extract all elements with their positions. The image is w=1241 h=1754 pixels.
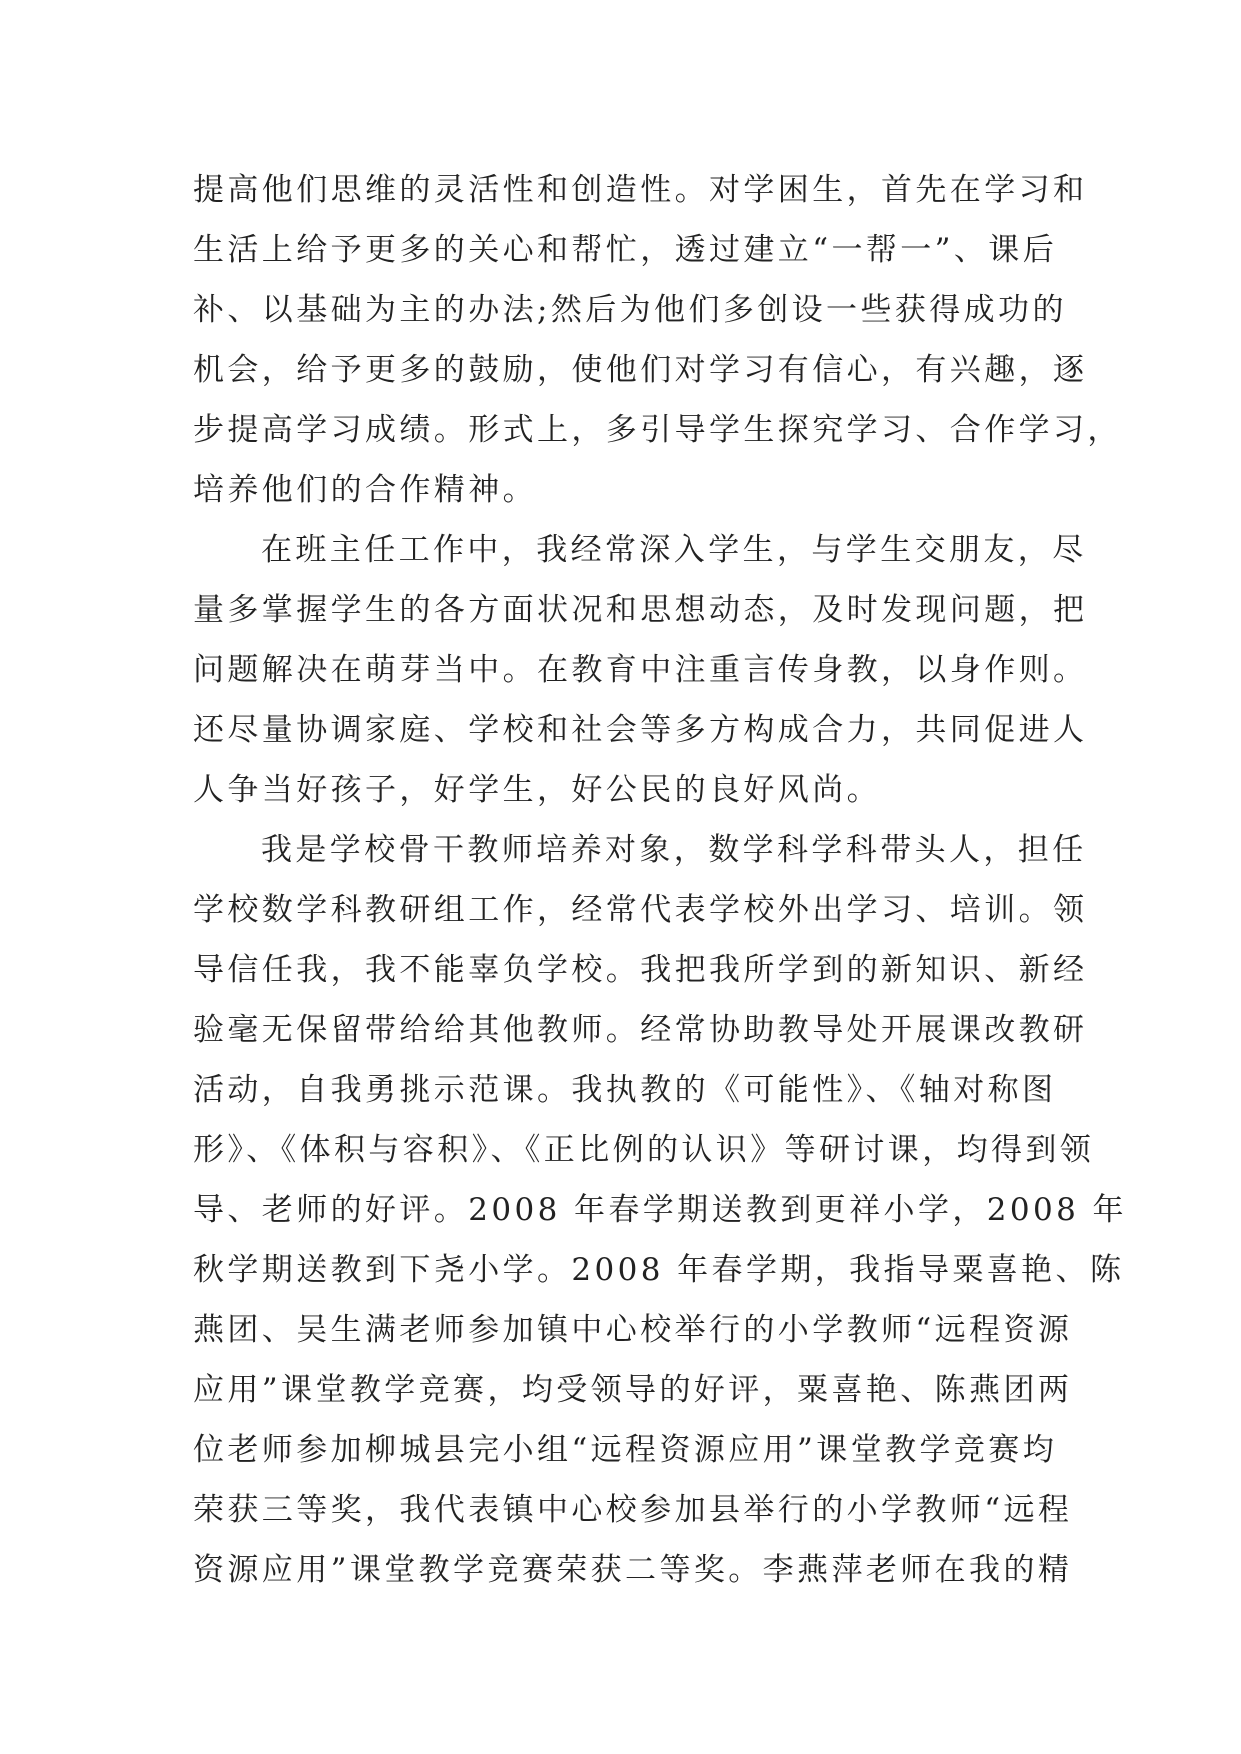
paragraph-2 [193,520,1088,820]
paragraph-3 [193,820,1127,1600]
text-line: 生活上给予更多的关心和帮忙，透过建立“一帮一”、课后 [193,232,1058,268]
text-line: 应用”课堂教学竞赛，均受领导的好评，粟喜艳、陈燕团两 [193,1372,1073,1408]
text-line: 资源应用”课堂教学竞赛荣获二等奖。李燕萍老师在我的精 [193,1552,1073,1588]
text-line: 培养他们的合作精神。 [193,472,537,508]
text-line: 在班主任工作中，我经常深入学生，与学生交朋友，尽 [261,532,1087,568]
text-line: 导信任我，我不能辜负学校。我把我所学到的新知识、新经 [193,952,1088,988]
text-line: 人争当好孩子，好学生，好公民的良好风尚。 [193,772,881,808]
text-line: 量多掌握学生的各方面状况和思想动态，及时发现问题，把 [193,592,1088,628]
text-line: 燕团、吴生满老师参加镇中心校举行的小学教师“远程资源 [193,1312,1073,1348]
paragraph-1 [193,160,1122,520]
text-line: 机会，给予更多的鼓励，使他们对学习有信心，有兴趣，逐 [193,352,1088,388]
text-line: 我是学校骨干教师培养对象，数学科学科带头人，担任 [261,832,1087,868]
text-line: 活动，自我勇挑示范课。我执教的《可能性》、《轴对称图 [193,1072,1057,1108]
text-line: 验毫无保留带给给其他教师。经常协助教导处开展课改教研 [193,1012,1088,1048]
text-line: 秋学期送教到下尧小学。2008 年春学期，我指导粟喜艳、陈 [193,1252,1125,1288]
text-line: 步提高学习成绩。形式上，多引导学生探究学习、合作学习， [193,412,1122,448]
body-text [193,160,1127,1600]
text-line: 还尽量协调家庭、学校和社会等多方构成合力，共同促进人 [193,712,1088,748]
text-line: 形》、《体积与容积》、《正比例的认识》等研讨课，均得到领 [193,1132,1095,1168]
text-line: 问题解决在萌芽当中。在教育中注重言传身教，以身作则。 [193,652,1088,688]
text-line: 导、老师的好评。2008 年春学期送教到更祥小学，2008 年 [193,1192,1127,1228]
text-line: 学校数学科教研组工作，经常代表学校外出学习、培训。领 [193,892,1088,928]
text-line: 补、以基础为主的办法;然后为他们多创设一些获得成功的 [193,292,1067,328]
text-line: 位老师参加柳城县完小组“远程资源应用”课堂教学竞赛均 [193,1432,1058,1468]
text-line: 荣获三等奖，我代表镇中心校参加县举行的小学教师“远程 [193,1492,1073,1528]
text-line: 提高他们思维的灵活性和创造性。对学困生，首先在学习和 [193,172,1088,208]
